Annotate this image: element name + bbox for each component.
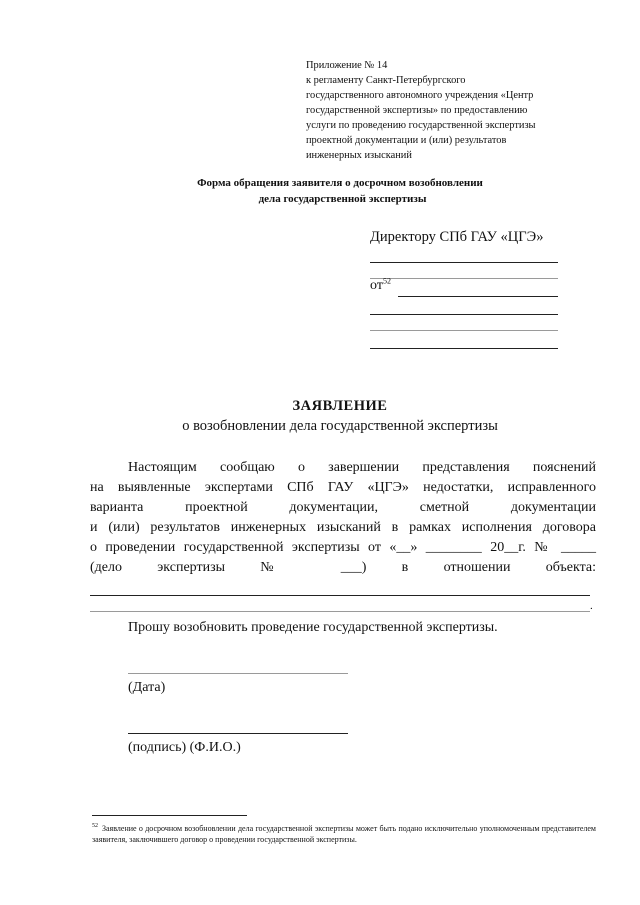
body-line: и (или) результатов инженерных изысканий в рамках исполнения договора [90, 520, 596, 535]
statement-subtitle: о возобновлении дела государственной экспертизы [182, 418, 498, 434]
from-label [370, 278, 391, 294]
body-line: варианта проектной документации, сметной документации [90, 500, 596, 515]
form-title-line1: Форма обращения заявителя о досрочном возобновлении [197, 177, 483, 189]
appendix-line: услуги по проведению государственной экспертизы [306, 120, 536, 131]
signature-label: (подпись) (Ф.И.О.) [128, 740, 241, 755]
addressee-line [370, 278, 558, 279]
appendix-line: к регламенту Санкт-Петербургского [306, 75, 466, 86]
from-field-line [398, 296, 558, 297]
footnote-text: Заявление о досрочном возобновлении дела государственной экспертизы может быть подано исключительно уполномоченным представителем заявителя, заключившего договор о проведении государственной экспертизы. [92, 824, 596, 844]
addressee-line [370, 348, 558, 349]
statement-title: ЗАЯВЛЕНИЕ [292, 398, 388, 414]
date-label: (Дата) [128, 680, 166, 695]
addressee-to: Директору СПб ГАУ «ЦГЭ» [370, 229, 544, 245]
trailing-period: . [590, 600, 593, 612]
body-line: на выявленные экспертами СПб ГАУ «ЦГЭ» недостатки, исправленного [90, 480, 596, 495]
body-line: Настоящим сообщаю о завершении представления пояснений [128, 460, 596, 475]
object-line [90, 595, 590, 596]
body-line: (дело экспертизы № ___) в отношении объекта: [90, 560, 596, 575]
appendix-line: Приложение № 14 [306, 60, 388, 71]
date-line [128, 673, 348, 674]
request-text: Прошу возобновить проведение государственной экспертизы. [128, 620, 498, 635]
object-line [90, 611, 590, 612]
addressee-line [370, 262, 558, 263]
footnote-ref: 52 [382, 276, 391, 286]
addressee-line [370, 330, 558, 331]
appendix-line: инженерных изысканий [306, 150, 412, 161]
appendix-line: государственного автономного учреждения «Центр [306, 90, 534, 101]
footnote-number: 52 [92, 823, 98, 830]
form-title-line2: дела государственной экспертизы [258, 193, 427, 205]
body-line: о проведении государственной экспертизы от «__» ________ 20__г. № _____ [90, 540, 596, 555]
footnote [92, 823, 596, 845]
appendix-line: государственной экспертизы» по предоставлению [306, 105, 528, 116]
signature-line [128, 733, 348, 734]
form-title [0, 175, 640, 207]
appendix-line: проектной документации и (или) результатов [306, 135, 507, 146]
appendix-header [306, 58, 606, 163]
from-label-text: от [370, 278, 383, 293]
addressee-line [370, 314, 558, 315]
footnote-separator [92, 815, 247, 816]
